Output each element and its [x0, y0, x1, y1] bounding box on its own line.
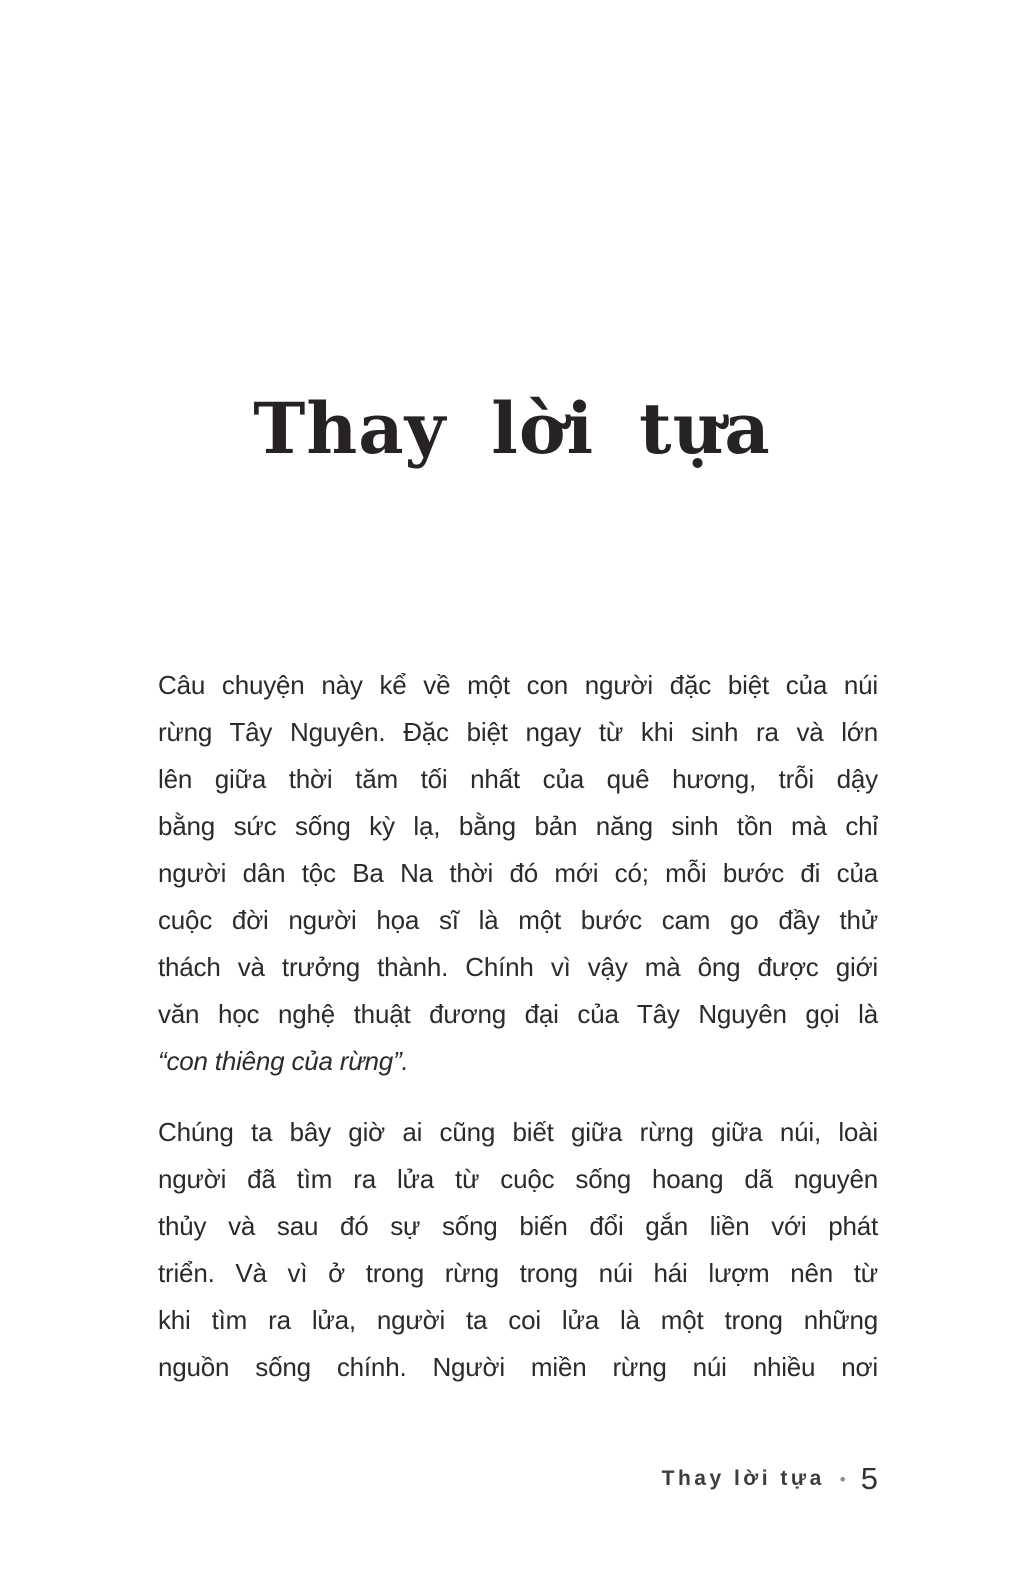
page-footer — [662, 1461, 878, 1497]
text-line: người đã tìm ra lửa từ cuộc sống hoang dã nguyên — [158, 1164, 878, 1194]
footer-section-label: Thay lời tựa — [661, 1467, 825, 1490]
bullet-separator-icon: • — [839, 1469, 846, 1489]
paragraph — [158, 1109, 878, 1391]
text-line: cuộc đời người họa sĩ là một bước cam go đầy thử — [158, 905, 878, 935]
text-line: Chúng ta bây giờ ai cũng biết giữa rừng giữa núi, loài — [158, 1117, 878, 1147]
text-line: khi tìm ra lửa, người ta coi lửa là một trong những — [158, 1305, 878, 1335]
text-line: nguồn sống chính. Người miền rừng núi nhiều nơi — [158, 1352, 878, 1382]
text-line: bằng sức sống kỳ lạ, bằng bản năng sinh tồn mà chỉ — [158, 811, 878, 841]
text-line: triển. Và vì ở trong rừng trong núi hái lượm nên từ — [158, 1258, 878, 1288]
text-line: thách và trưởng thành. Chính vì vậy mà ông được giới — [158, 952, 878, 982]
body-text — [158, 662, 878, 1391]
text-line: lên giữa thời tăm tối nhất của quê hương, trỗi dậy — [158, 764, 878, 794]
text-line: rừng Tây Nguyên. Đặc biệt ngay từ khi sinh ra và lớn — [158, 717, 878, 747]
text-line: văn học nghệ thuật đương đại của Tây Nguyên gọi là — [158, 999, 878, 1029]
text-line: Câu chuyện này kể về một con người đặc biệt của núi — [158, 670, 878, 700]
text-line: người dân tộc Ba Na thời đó mới có; mỗi bước đi của — [158, 858, 878, 888]
page-title: Thay lời tựa — [253, 386, 771, 470]
text-line-quote: “con thiêng của rừng”. — [158, 1046, 409, 1076]
text-line: thủy và sau đó sự sống biến đổi gắn liền với phát — [158, 1211, 878, 1241]
page-number: 5 — [860, 1461, 878, 1496]
paragraph — [158, 662, 878, 1085]
